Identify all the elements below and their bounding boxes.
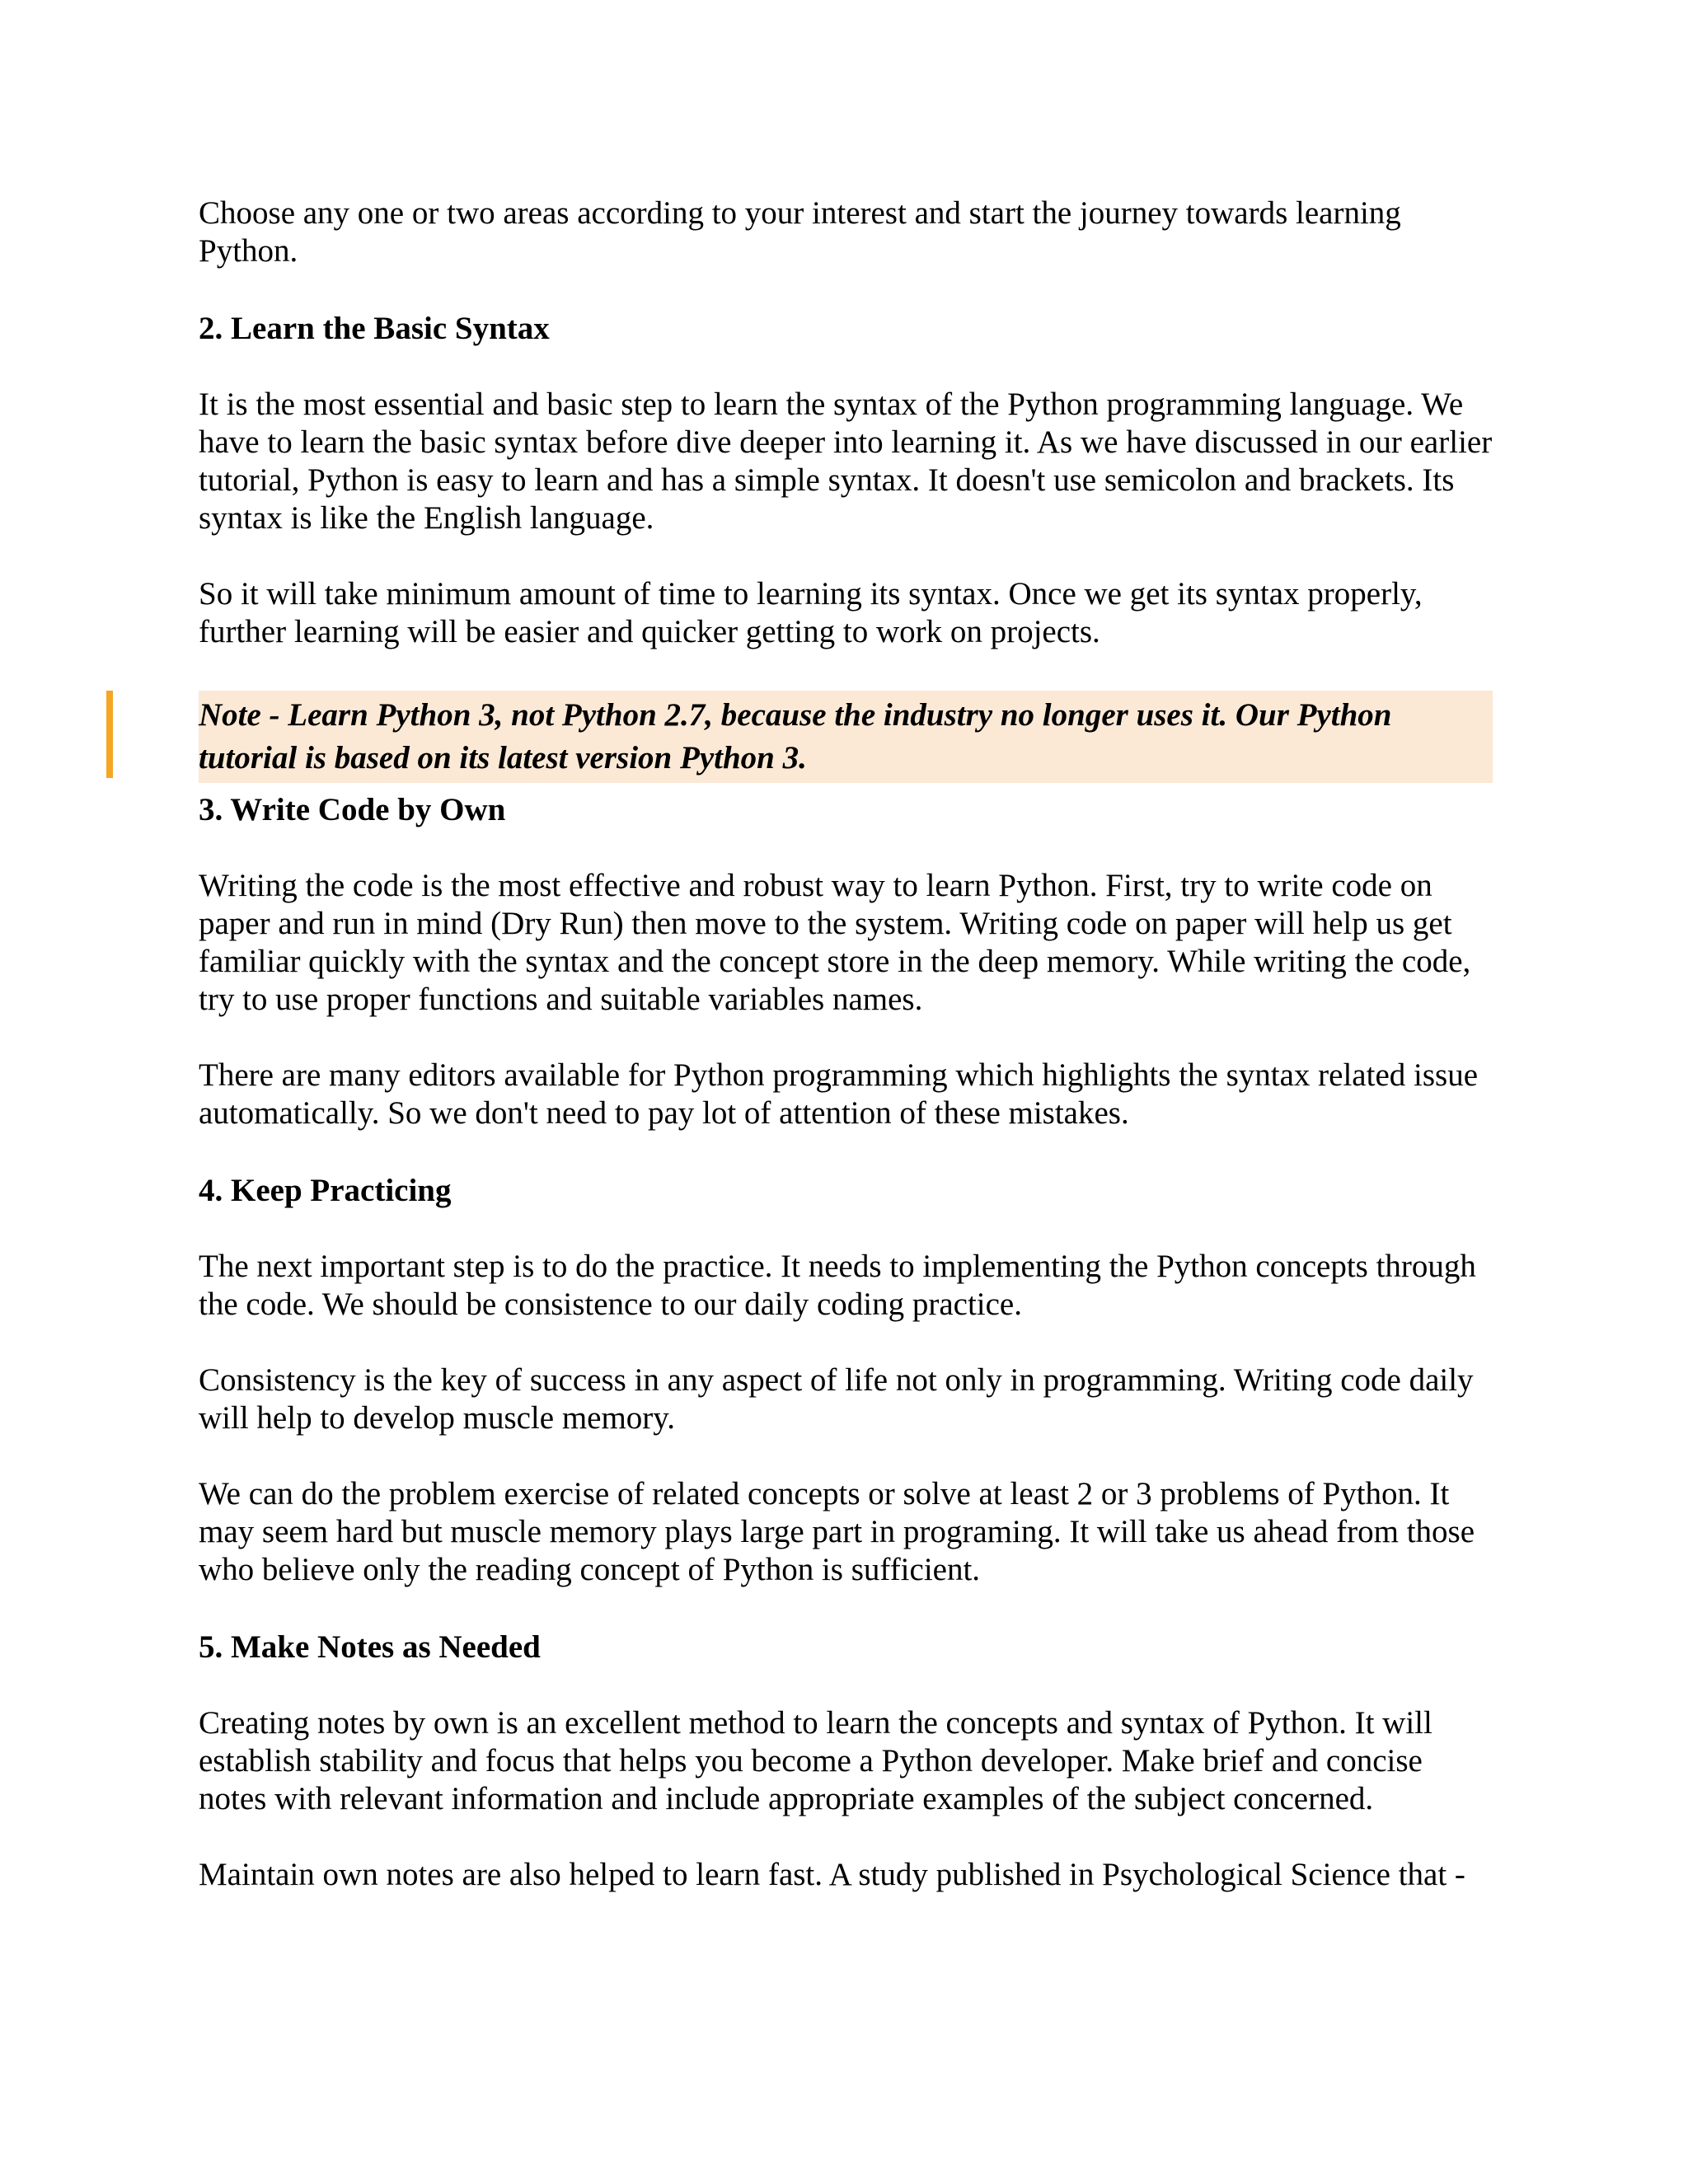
intro-paragraph: Choose any one or two areas according to your interest and start the journey towards learning Python.	[199, 195, 1401, 269]
section-heading-basic-syntax: 2. Learn the Basic Syntax	[199, 311, 550, 346]
paragraph-notes-1: Creating notes by own is an excellent method to learn the concepts and syntax of Python. It will establish stability and focus that helps you become a Python developer. Make brief and concise notes with relevant information and include appropriate examples of the subject concerned.	[199, 1705, 1432, 1816]
paragraph-write-code-2: There are many editors available for Python programming which highlights the syntax related issue automatically. So we don't need to pay lot of attention of these mistakes.	[199, 1057, 1479, 1131]
paragraph-basic-syntax-1: It is the most essential and basic step to learn the syntax of the Python programming language. We have to learn the basic syntax before dive deeper into learning it. As we have discussed in our earlier tutorial, Python is easy to learn and has a simple syntax. It doesn't use semicolon and brackets. Its syntax is like the English language.	[199, 387, 1493, 536]
note-text: Note - Learn Python 3, not Python 2.7, because the industry no longer uses it. Our Python tutorial is based on its latest version Python 3.	[199, 691, 1493, 783]
note-callout	[199, 691, 1493, 783]
document-content	[199, 194, 1493, 1894]
section-heading-keep-practicing: 4. Keep Practicing	[199, 1173, 452, 1208]
paragraph-practicing-2: Consistency is the key of success in any aspect of life not only in programming. Writing code daily will help to develop muscle memory.	[199, 1362, 1474, 1436]
paragraph-basic-syntax-2: So it will take minimum amount of time to learning its syntax. Once we get its syntax properly, further learning will be easier and quicker getting to work on projects.	[199, 576, 1423, 649]
section-heading-make-notes: 5. Make Notes as Needed	[199, 1629, 541, 1665]
paragraph-practicing-3: We can do the problem exercise of related concepts or solve at least 2 or 3 problems of Python. It may seem hard but muscle memory plays large part in programing. It will take us ahead from those who believe only the reading concept of Python is sufficient.	[199, 1476, 1475, 1587]
paragraph-write-code-1: Writing the code is the most effective and robust way to learn Python. First, try to write code on paper and run in mind (Dry Run) then move to the system. Writing code on paper will help us get familiar quickly with the syntax and the concept store in the deep memory. While writing the code, try to use proper functions and suitable variables names.	[199, 868, 1471, 1017]
note-accent-bar	[106, 691, 113, 778]
paragraph-notes-2: Maintain own notes are also helped to learn fast. A study published in Psychological Science that -	[199, 1857, 1465, 1892]
paragraph-practicing-1: The next important step is to do the practice. It needs to implementing the Python concepts through the code. We should be consistence to our daily coding practice.	[199, 1249, 1476, 1322]
section-heading-write-code: 3. Write Code by Own	[199, 792, 506, 827]
